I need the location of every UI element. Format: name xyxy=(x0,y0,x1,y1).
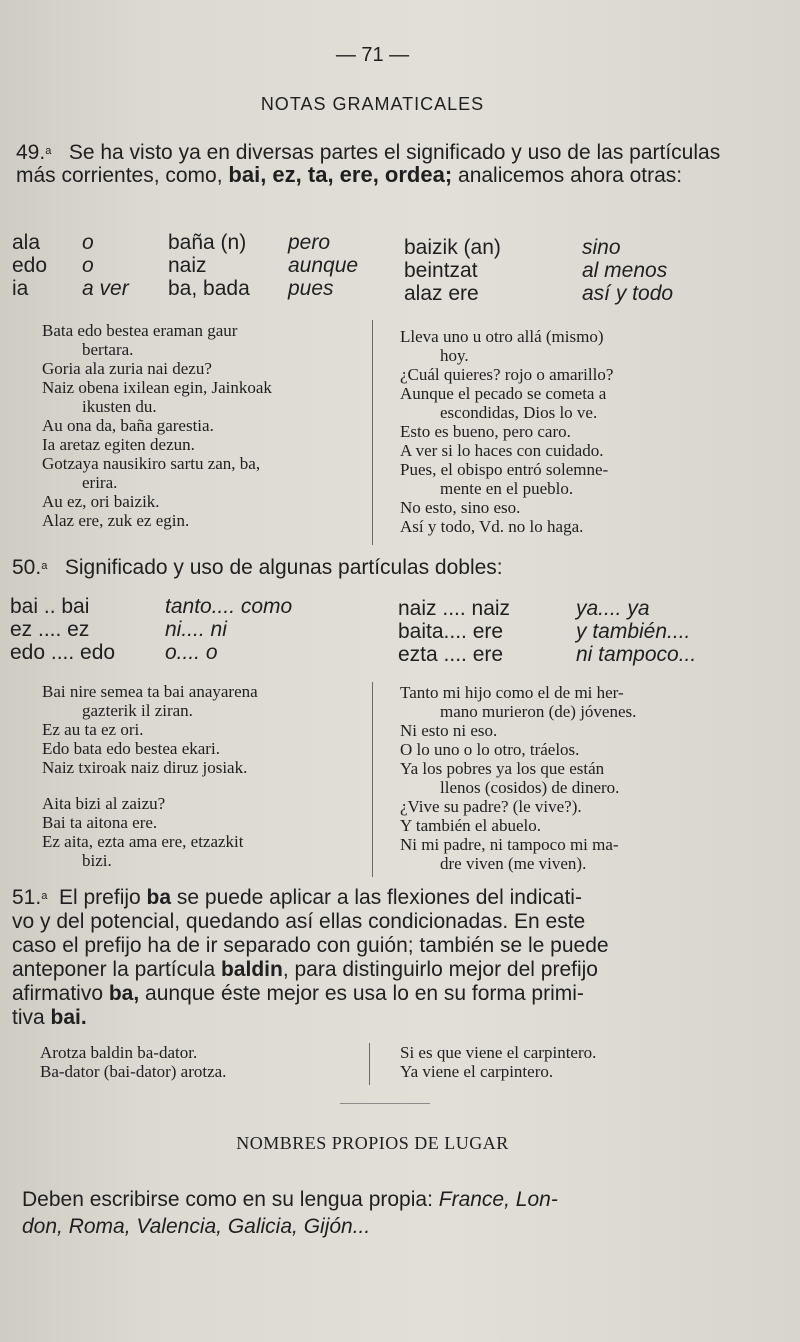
s49-examples-basque: Bata edo bestea eraman gaur bertara. Goria ala zuria nai dezu? Naiz obena ixilean egin, Jainkoak ikusten du. Au ona da, baña garestia. Ia aretaz egiten dezun. Gotzaya nausikiro sartu zan, ba, erira. Au ez, ori baizik. Alaz ere, zuk ez egin. xyxy=(42,321,272,530)
table-row: baña (n) pero xyxy=(168,231,331,254)
table-row: naiz aunque xyxy=(168,254,359,277)
table-row: ia a ver xyxy=(12,277,129,300)
subsection-title: NOMBRES PROPIOS DE LUGAR xyxy=(236,1133,509,1153)
table-row: edo o xyxy=(12,254,94,277)
section-number-50: 50.$^a$ xyxy=(12,556,48,579)
s50-left-table xyxy=(10,595,292,664)
section-number-51: 51.$^a$ xyxy=(12,886,48,909)
section-title: NOTAS GRAMATICALES xyxy=(260,94,485,114)
paragraph-proper-names xyxy=(22,1186,742,1240)
s50-examples-basque: Bai nire semea ta bai anayarena gazterik il ziran. Ez au ta ez ori. Edo bata edo bestea ekari. Naiz txiroak naiz diruz josiak. Aita bizi al zaizu? Bai ta aitona ere. Ez aita, ezta ama ere, etzazkit bizi. xyxy=(42,682,258,870)
paragraph-49 xyxy=(16,142,736,187)
paragraph-line: Deben escribirse como en su lengua propia: France, Lon- xyxy=(22,1188,558,1211)
column-divider xyxy=(372,682,373,877)
section-separator xyxy=(340,1103,430,1104)
paragraph-51-line: vo y del potencial, quedando así ellas condicionadas. En este xyxy=(12,910,586,933)
table-row: naiz .... naiz ya.... ya xyxy=(398,597,650,620)
section-number-49: 49.$^a$ xyxy=(16,141,52,164)
paragraph-51-line: 51.$^a$ El prefijo ba se puede aplicar a las flexiones del indicati- xyxy=(12,886,582,909)
s50-examples-spanish: Tanto mi hijo como el de mi her- mano murieron (de) jóvenes. Ni esto ni eso. O lo uno o lo otro, tráelos. Ya los pobres ya los que están llenos (cosidos) de dinero. ¿Vive su padre? (le vive?). Y también el abuelo. Ni mi padre, ni tampoco mi ma- dre viven (me viven). xyxy=(400,683,637,873)
paragraph-50-title: Significado y uso de algunas partículas dobles: xyxy=(64,556,503,579)
s50-right-table xyxy=(398,597,696,666)
table-row: baita.... ere y también.... xyxy=(398,620,691,643)
paragraph-49-tail: analicemos ahora otras: xyxy=(458,164,683,187)
s49-examples-spanish: Lleva uno u otro allá (mismo) hoy. ¿Cuál quieres? rojo o amarillo? Aunque el pecado se cometa a escondidas, Dios lo ve. Esto es bueno, pero caro. A ver si lo haces con cuidado. Pues, el obispo entró solemne- mente en el pueblo. No esto, sino eso. Así y todo, Vd. no lo haga. xyxy=(400,327,614,536)
paragraph-49-intro: Se ha visto ya en diversas partes el significado y uso de las partículas más corrientes, como, xyxy=(16,141,721,187)
paragraph-50 xyxy=(12,557,732,579)
page-number: — 71 — xyxy=(335,44,410,66)
s51-examples-spanish: Si es que viene el carpintero. Ya viene el carpintero. xyxy=(400,1043,597,1081)
paragraph-51-line: afirmativo ba, aunque éste mejor es usa lo en su forma primi- xyxy=(12,982,584,1005)
column-divider xyxy=(372,320,373,545)
paragraph-51-line: anteponer la partícula baldin, para distinguirlo mejor del prefijo xyxy=(12,958,598,981)
s49-right-table xyxy=(404,236,673,305)
table-row: alaz ere así y todo xyxy=(404,282,674,305)
table-row: beintzat al menos xyxy=(404,259,668,282)
paragraph-51 xyxy=(12,886,742,1030)
table-row: ala o xyxy=(12,231,94,254)
paragraph-51-line: tiva bai. xyxy=(12,1006,87,1029)
s49-left-table xyxy=(12,231,129,300)
table-row: ezta .... ere ni tampoco... xyxy=(398,643,697,666)
table-row: baizik (an) sino xyxy=(404,236,621,259)
s49-mid-table xyxy=(168,231,358,300)
table-row: edo .... edo o.... o xyxy=(10,641,218,664)
paragraph-51-line: caso el prefijo ha de ir separado con guión; también se le puede xyxy=(12,934,609,957)
column-divider xyxy=(369,1043,370,1085)
table-row: ez .... ez ni.... ni xyxy=(10,618,227,641)
table-row: ba, bada pues xyxy=(168,277,334,300)
s51-examples-basque: Arotza baldin ba-dator. Ba-dator (bai-dator) arotza. xyxy=(40,1043,227,1081)
paragraph-line: don, Roma, Valencia, Galicia, Gijón... xyxy=(22,1215,371,1238)
paragraph-49-bold-list: bai, ez, ta, ere, ordea; xyxy=(228,162,453,187)
table-row: bai .. bai tanto.... como xyxy=(10,595,293,618)
